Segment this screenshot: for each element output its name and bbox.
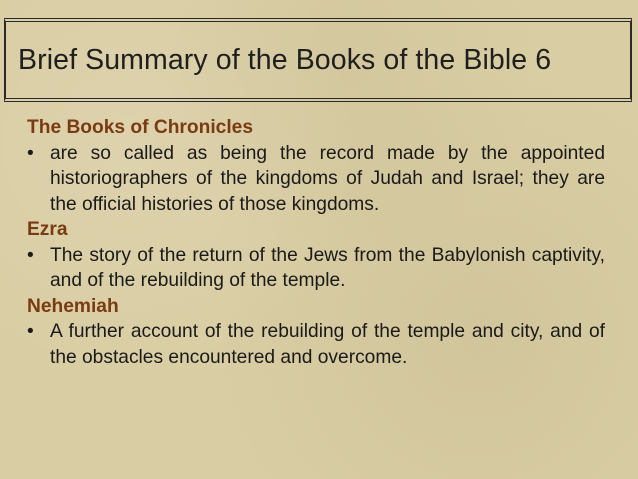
title-box: [4, 18, 632, 102]
bullet-item-ezra: [27, 243, 605, 294]
section-heading-nehemiah: Nehemiah: [27, 295, 119, 317]
slide-content: [27, 115, 605, 370]
slide-title: Brief Summary of the Books of the Bible 6: [18, 43, 552, 76]
section-heading-ezra: Ezra: [27, 219, 68, 240]
bullet-icon: •: [27, 244, 34, 266]
bullet-item-chronicles: [27, 141, 605, 218]
bullet-text-chronicles: are so called as being the record made by the appointed historiographers of the kingdoms of Judah and Israel; they are the official histories of those kingdoms.: [50, 142, 605, 215]
bullet-icon: •: [27, 321, 34, 342]
bullet-text-nehemiah: A further account of the rebuilding of the temple and city, and of the obstacles encountered and overcome.: [50, 321, 605, 368]
bullet-text-ezra: The story of the return of the Jews from the Babylonish captivity, and of the rebuilding of the temple.: [50, 244, 605, 291]
bullet-item-nehemiah: [27, 319, 605, 370]
section-heading-chronicles: The Books of Chronicles: [27, 117, 254, 138]
bullet-icon: •: [27, 142, 34, 164]
